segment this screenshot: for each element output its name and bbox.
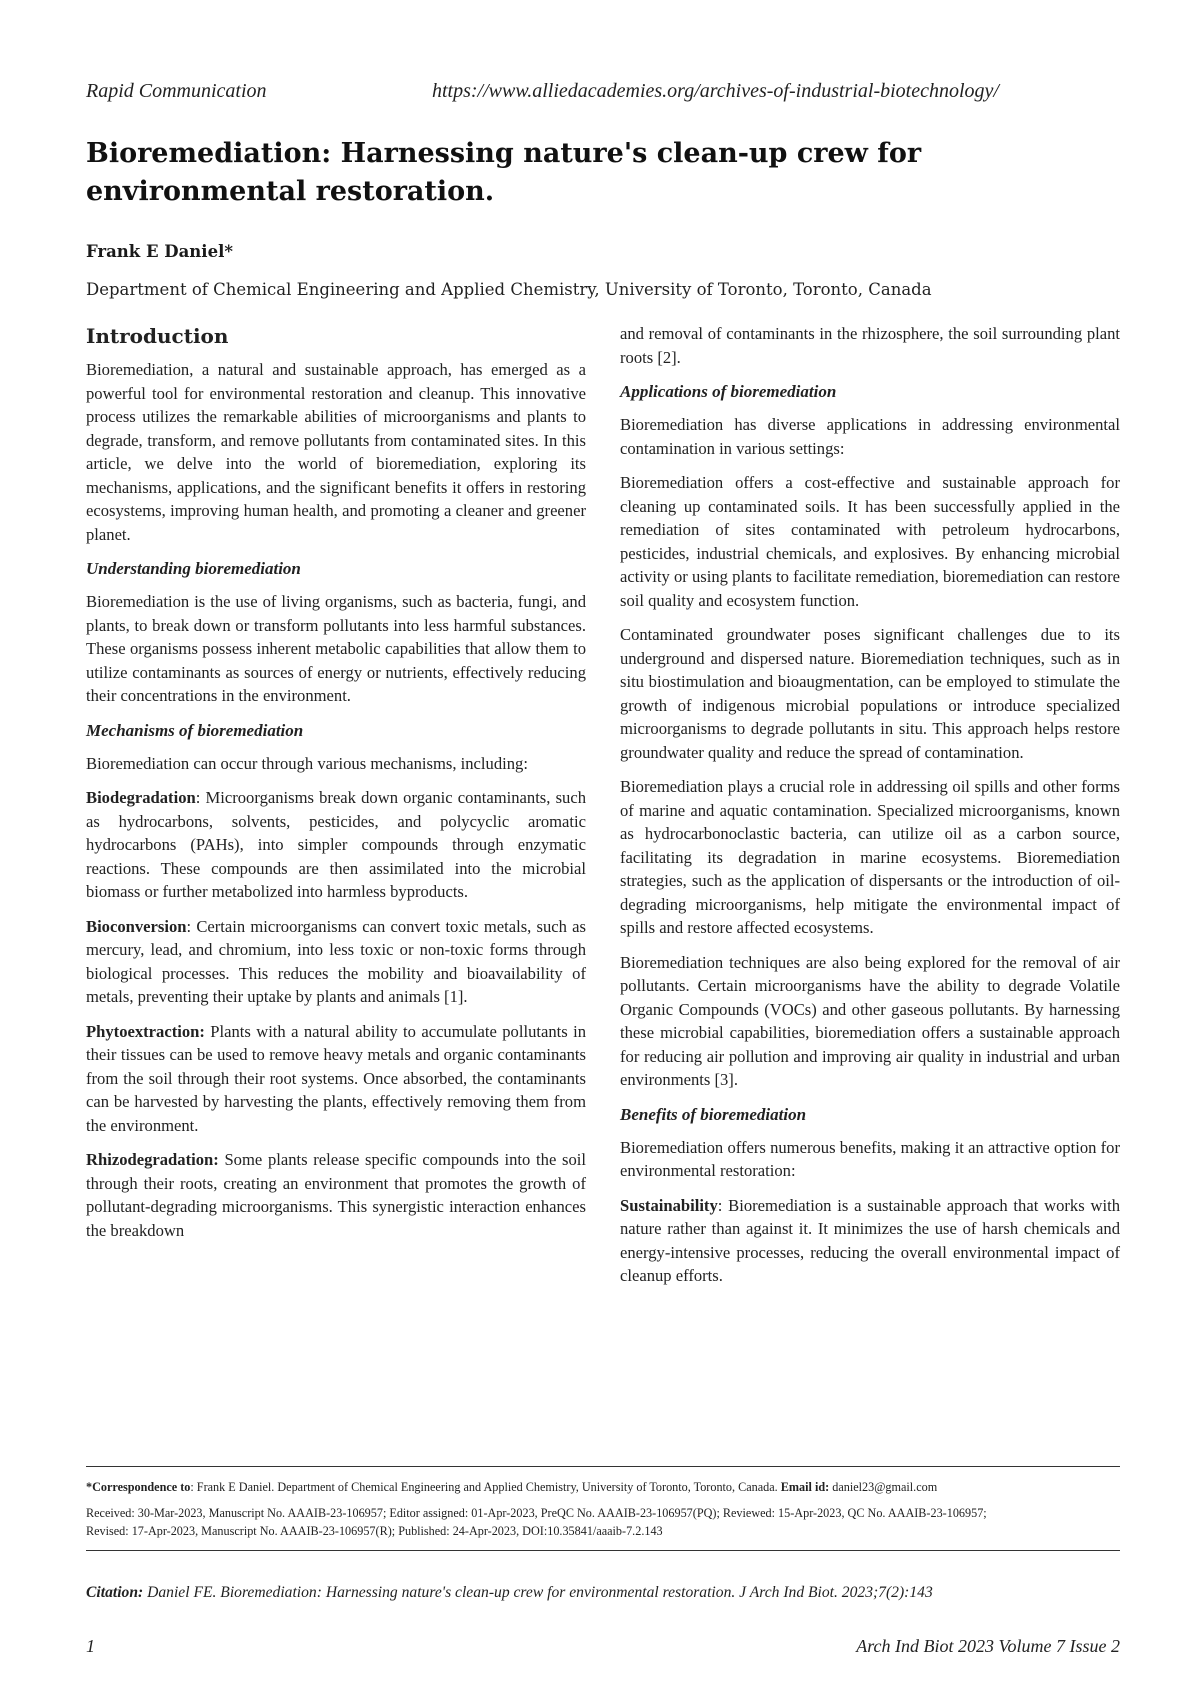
bioconversion-paragraph <box>86 915 586 1009</box>
left-column <box>86 322 586 1253</box>
running-header <box>86 80 1114 108</box>
applications-heading: Applications of bioremediation <box>620 382 837 401</box>
phytoextraction-lead: Phytoextraction: <box>86 1021 205 1041</box>
received-line-2: Revised: 17-Apr-2023, Manuscript No. AAAIB-23-106957(R); Published: 24-Apr-2023, DOI:10.35841/aaaib-7.2.143 <box>86 1524 663 1538</box>
bioconversion-lead: Bioconversion <box>86 916 187 936</box>
sustainability-text: : Bioremediation is a sustainable approach that works with nature rather than against it. It minimizes the use of harsh chemicals and energy-intensive processes, reducing the overall environmental impact of cleanup efforts. <box>620 1195 1120 1285</box>
affiliation: Department of Chemical Engineering and Applied Chemistry, University of Toronto, Toronto, Canada <box>86 280 932 299</box>
rhizodegradation-text: Some plants release specific compounds into the soil through their roots, creating an environment that promotes the growth of pollutant-degrading microorganisms. This synergistic interaction enhances the breakdown <box>86 1150 586 1240</box>
right-column <box>620 322 1120 1299</box>
mechanisms-paragraph: Bioremediation can occur through various mechanisms, including: <box>86 753 528 773</box>
received-line-1: Received: 30-Mar-2023, Manuscript No. AAAIB-23-106957; Editor assigned: 01-Apr-2023, PreQC No. AAAIB-23-106957(PQ); Reviewed: 15-Apr-2023, QC No. AAAIB-23-106957; <box>86 1506 987 1520</box>
correspondence-label: *Correspondence to <box>86 1480 191 1494</box>
oil-spill-paragraph: Bioremediation plays a crucial role in addressing oil spills and other forms of marine and aquatic contamination. Specialized microorganisms, known as hydrocarbonoclastic bacteria, can utilize oil as a carbon source, facilitating its degradation in marine ecosystems. Bioremediation strategies, such as the application of dispersants or the introduction of oil-degrading microorganisms, help mitigate the environmental impact of spills and restore affected ecosystems. <box>620 777 1120 937</box>
intro-paragraph: Bioremediation, a natural and sustainable approach, has emerged as a powerful tool for environmental restoration and cleanup. This innovative process utilizes the remarkable abilities of microorganisms and plants to degrade, transform, and remove pollutants from contaminated sites. In this article, we delve into the world of bioremediation, exploring its mechanisms, applications, and the significant benefits it offers in restoring ecosystems, improving human health, and promoting a cleaner and greener planet. <box>86 360 586 544</box>
author: Frank E Daniel* <box>86 242 233 261</box>
footnote-rule-top <box>86 1466 1120 1467</box>
understanding-paragraph: Bioremediation is the use of living organisms, such as bacteria, fungi, and plants, to break down or transform pollutants into less harmful substances. These organisms possess inherent metabolic capabilities that allow them to utilize contaminants as sources of energy or nutrients, effectively reducing their concentrations in the environment. <box>86 592 586 705</box>
benefits-intro: Bioremediation offers numerous benefits, making it an attractive option for environmental restoration: <box>620 1137 1120 1180</box>
page-number: 1 <box>86 1636 95 1656</box>
footnote-rule-bottom <box>86 1550 1120 1551</box>
mechanisms-heading: Mechanisms of bioremediation <box>86 720 304 740</box>
journal-url[interactable]: https://www.alliedacademies.org/archives-of-industrial-biotechnology/ <box>432 80 999 102</box>
bioconversion-text: : Certain microorganisms can convert toxic metals, such as mercury, lead, and chromium, into less toxic or non-toxic forms through biological processes. This reduces the mobility and bioavailability of metals, preventing their uptake by plants and animals [1]. <box>86 916 586 1006</box>
biodegradation-lead: Biodegradation <box>86 788 196 807</box>
citation-text: Daniel FE. Bioremediation: Harnessing nature's clean-up crew for environmental restoration. J Arch Ind Biot. 2023;7(2):143 <box>143 1584 933 1601</box>
groundwater-paragraph: Contaminated groundwater poses significant challenges due to its underground and dispersed nature. Bioremediation techniques, such as in situ biostimulation and bioaugmentation, can be employed to stimulate the growth of indigenous microbial populations or introduce specialized microorganisms to degrade pollutants in situ. This approach helps restore groundwater quality and reduce the spread of contamination. <box>620 625 1120 762</box>
article-title: Bioremediation: Harnessing nature's clean-up crew for environmental restoration. <box>86 138 922 207</box>
sustainability-paragraph <box>620 1194 1120 1288</box>
soil-paragraph: Bioremediation offers a cost-effective and sustainable approach for cleaning up contaminated soils. It has been successfully applied in the remediation of sites contaminated with petroleum hydrocarbons, pesticides, industrial chemicals, and explosives. By enhancing microbial activity or using plants to facilitate remediation, bioremediation can restore soil quality and ecosystem function. <box>620 473 1120 610</box>
email-link[interactable]: daniel23@gmail.com <box>832 1480 938 1494</box>
rhizodegradation-lead: Rhizodegradation: <box>86 1150 219 1169</box>
biodegradation-paragraph <box>86 786 586 904</box>
correspondence-note <box>86 1478 1126 1496</box>
understanding-heading: Understanding bioremediation <box>86 559 301 578</box>
biodegradation-text: : Microorganisms break down organic contaminants, such as hydrocarbons, solvents, pesticides, and polycyclic aromatic hydrocarbons (PAHs), into simpler compounds through enzymatic reactions. These compounds are then assimilated into the microbial biomass or further metabolized into harmless byproducts. <box>86 788 586 901</box>
continuation-paragraph: and removal of contaminants in the rhizosphere, the soil surrounding plant roots [2]. <box>620 324 1120 367</box>
citation-label: Citation: <box>86 1584 144 1601</box>
rhizodegradation-paragraph <box>86 1148 586 1242</box>
journal-issue: Arch Ind Biot 2023 Volume 7 Issue 2 <box>856 1636 1120 1656</box>
sustainability-lead: Sustainability <box>620 1195 718 1215</box>
phytoextraction-text: Plants with a natural ability to accumulate pollutants in their tissues can be used to remove heavy metals and organic contaminants from the soil through their root systems. Once absorbed, the contaminants can be harvested by harvesting the plants, effectively removing them from the environment. <box>86 1021 586 1135</box>
article-type: Rapid Communication <box>86 80 267 102</box>
air-paragraph: Bioremediation techniques are also being explored for the removal of air pollutants. Certain microorganisms have the ability to degrade Volatile Organic Compounds (VOCs) and other gaseous pollutants. By harnessing these microbial capabilities, bioremediation offers a sustainable approach for reducing air pollution and improving air quality in industrial and urban environments [3]. <box>620 952 1120 1089</box>
email-label: Email id: <box>780 1480 830 1494</box>
citation <box>86 1584 1136 1602</box>
applications-intro: Bioremediation has diverse applications in addressing environmental contamination in various settings: <box>620 415 1120 458</box>
intro-heading: Introduction <box>86 324 229 348</box>
correspondence-text: : Frank E Daniel. Department of Chemical Engineering and Applied Chemistry, University of Toronto, Toronto, Canada. <box>190 1480 778 1494</box>
benefits-heading: Benefits of bioremediation <box>620 1104 807 1124</box>
phytoextraction-paragraph <box>86 1020 586 1138</box>
